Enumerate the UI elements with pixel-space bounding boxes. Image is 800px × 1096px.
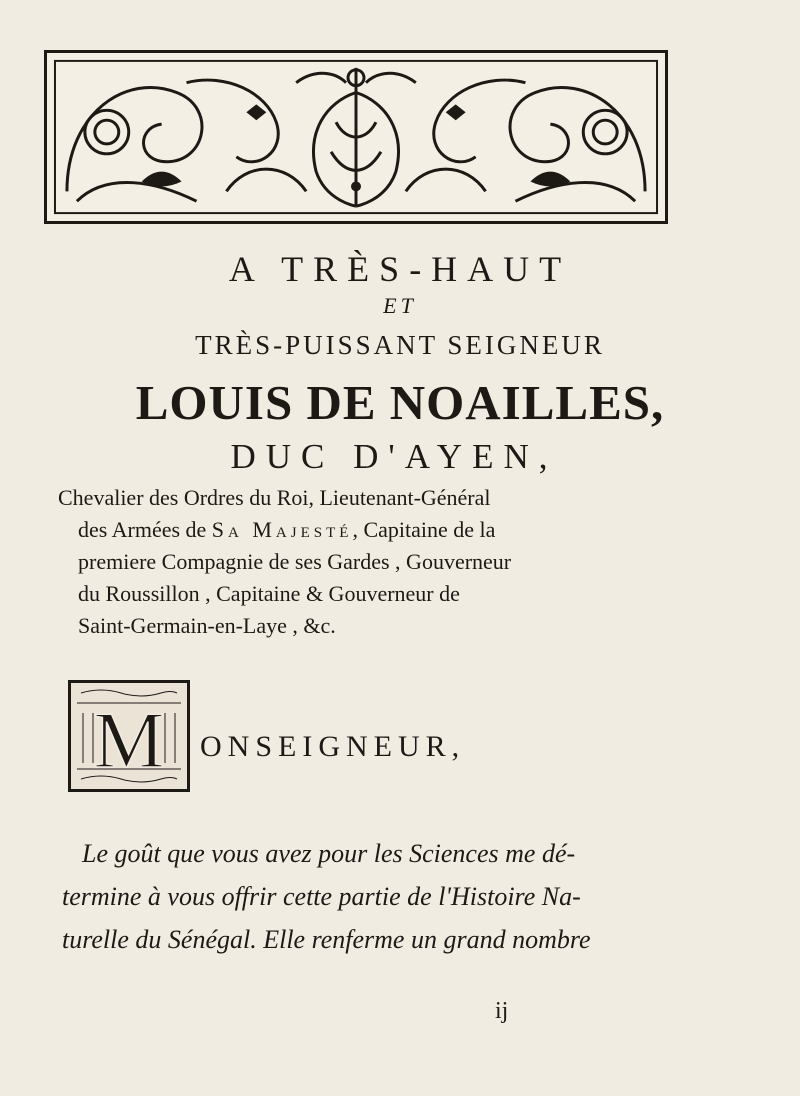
salutation-text: ONSEIGNEUR, xyxy=(200,730,466,763)
titles-line-5: Saint-Germain-en-Laye , &c. xyxy=(78,613,336,638)
titles-majeste: Sa Majesté xyxy=(211,517,353,542)
titles-line-2 xyxy=(58,514,758,546)
decorated-initial xyxy=(68,680,190,792)
initial-letter: M xyxy=(93,697,165,785)
titles-line-1: Chevalier des Ordres du Roi, Lieutenant-Général xyxy=(58,485,491,510)
heading-tres-puissant: TRÈS-PUISSANT SEIGNEUR xyxy=(195,330,605,360)
heading-et: ET xyxy=(383,293,417,318)
heading-name: LOUIS DE NOAILLES, xyxy=(135,375,665,430)
titles-line-4: du Roussillon , Capitaine & Gouverneur de xyxy=(78,581,460,606)
ornamental-headpiece xyxy=(44,50,668,224)
signature-mark: ij xyxy=(495,998,509,1024)
titles-block xyxy=(58,482,758,642)
titles-line-2-start: des Armées de xyxy=(78,517,212,542)
heading-title: DUC D'AYEN, xyxy=(230,437,558,476)
titles-line-2-end: , Capitaine de la xyxy=(352,517,496,542)
body-line-1: Le goût que vous avez pour les Sciences me dé- xyxy=(82,839,576,868)
dedication-body xyxy=(62,832,762,961)
titles-line-3: premiere Compagnie de ses Gardes , Gouverneur xyxy=(78,549,512,574)
body-line-2: termine à vous offrir cette partie de l'Histoire Na- xyxy=(62,882,581,911)
heading-tres-haut: A TRÈS-HAUT xyxy=(228,249,572,289)
body-line-3: turelle du Sénégal. Elle renferme un grand nombre xyxy=(62,925,591,954)
